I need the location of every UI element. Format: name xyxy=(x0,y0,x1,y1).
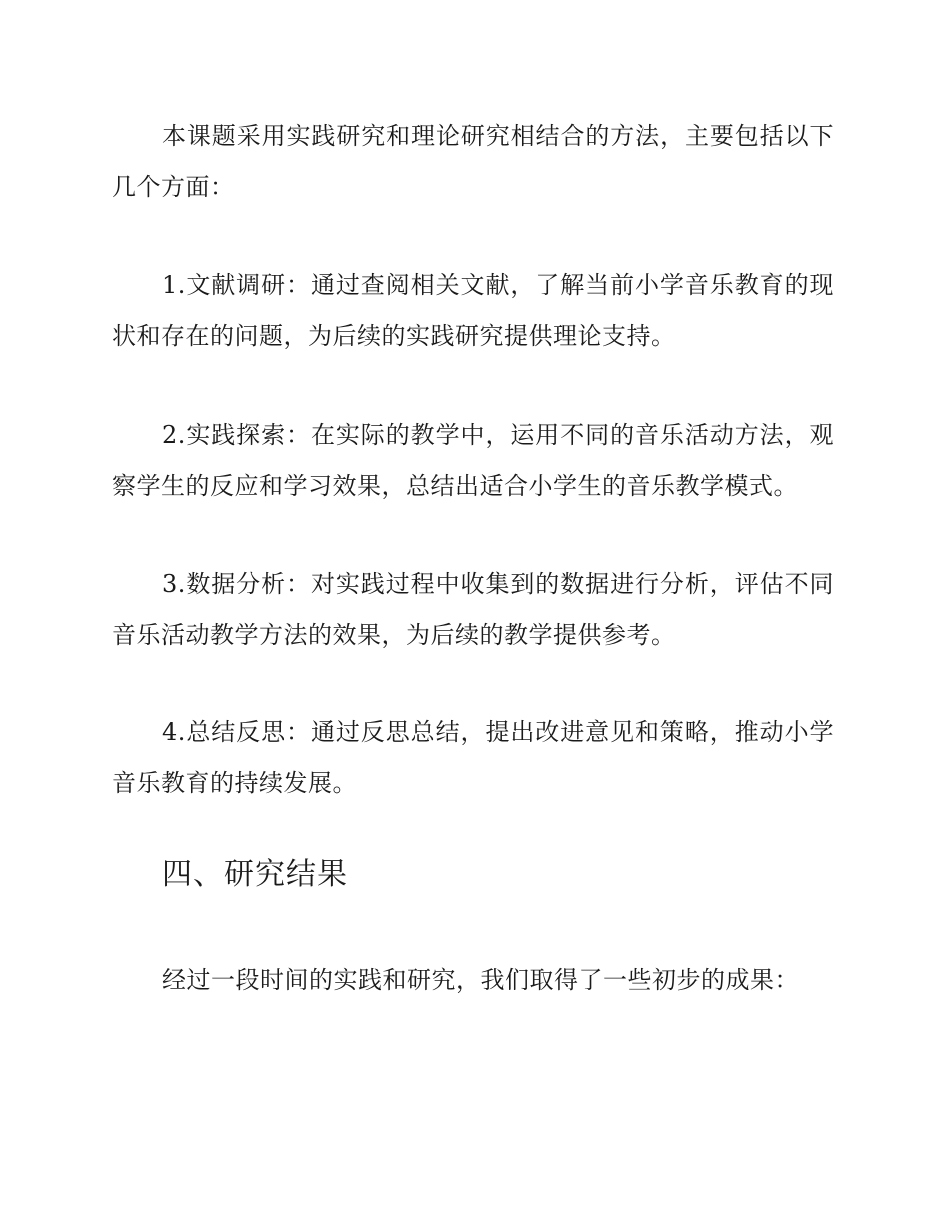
method-item-data-analysis: 3.数据分析：对实践过程中收集到的数据进行分析，评估不同音乐活动教学方法的效果，为后续的教学提供参考。 xyxy=(112,570,834,649)
method-item-literature-review: 1.文献调研：通过查阅相关文献，了解当前小学音乐教育的现状和存在的问题，为后续的实践研究提供理论支持。 xyxy=(112,271,834,350)
intro-paragraph: 本课题采用实践研究和理论研究相结合的方法，主要包括以下几个方面： xyxy=(112,122,834,201)
results-intro-paragraph: 经过一段时间的实践和研究，我们取得了一些初步的成果： xyxy=(162,966,799,994)
method-item-summary-reflection: 4.总结反思：通过反思总结，提出改进意见和策略，推动小学音乐教育的持续发展。 xyxy=(112,718,834,797)
method-item-practice-exploration: 2.实践探索：在实际的教学中，运用不同的音乐活动方法，观察学生的反应和学习效果，总结出适合小学生的音乐教学模式。 xyxy=(112,421,834,500)
section-heading-results: 四、研究结果 xyxy=(162,857,348,892)
